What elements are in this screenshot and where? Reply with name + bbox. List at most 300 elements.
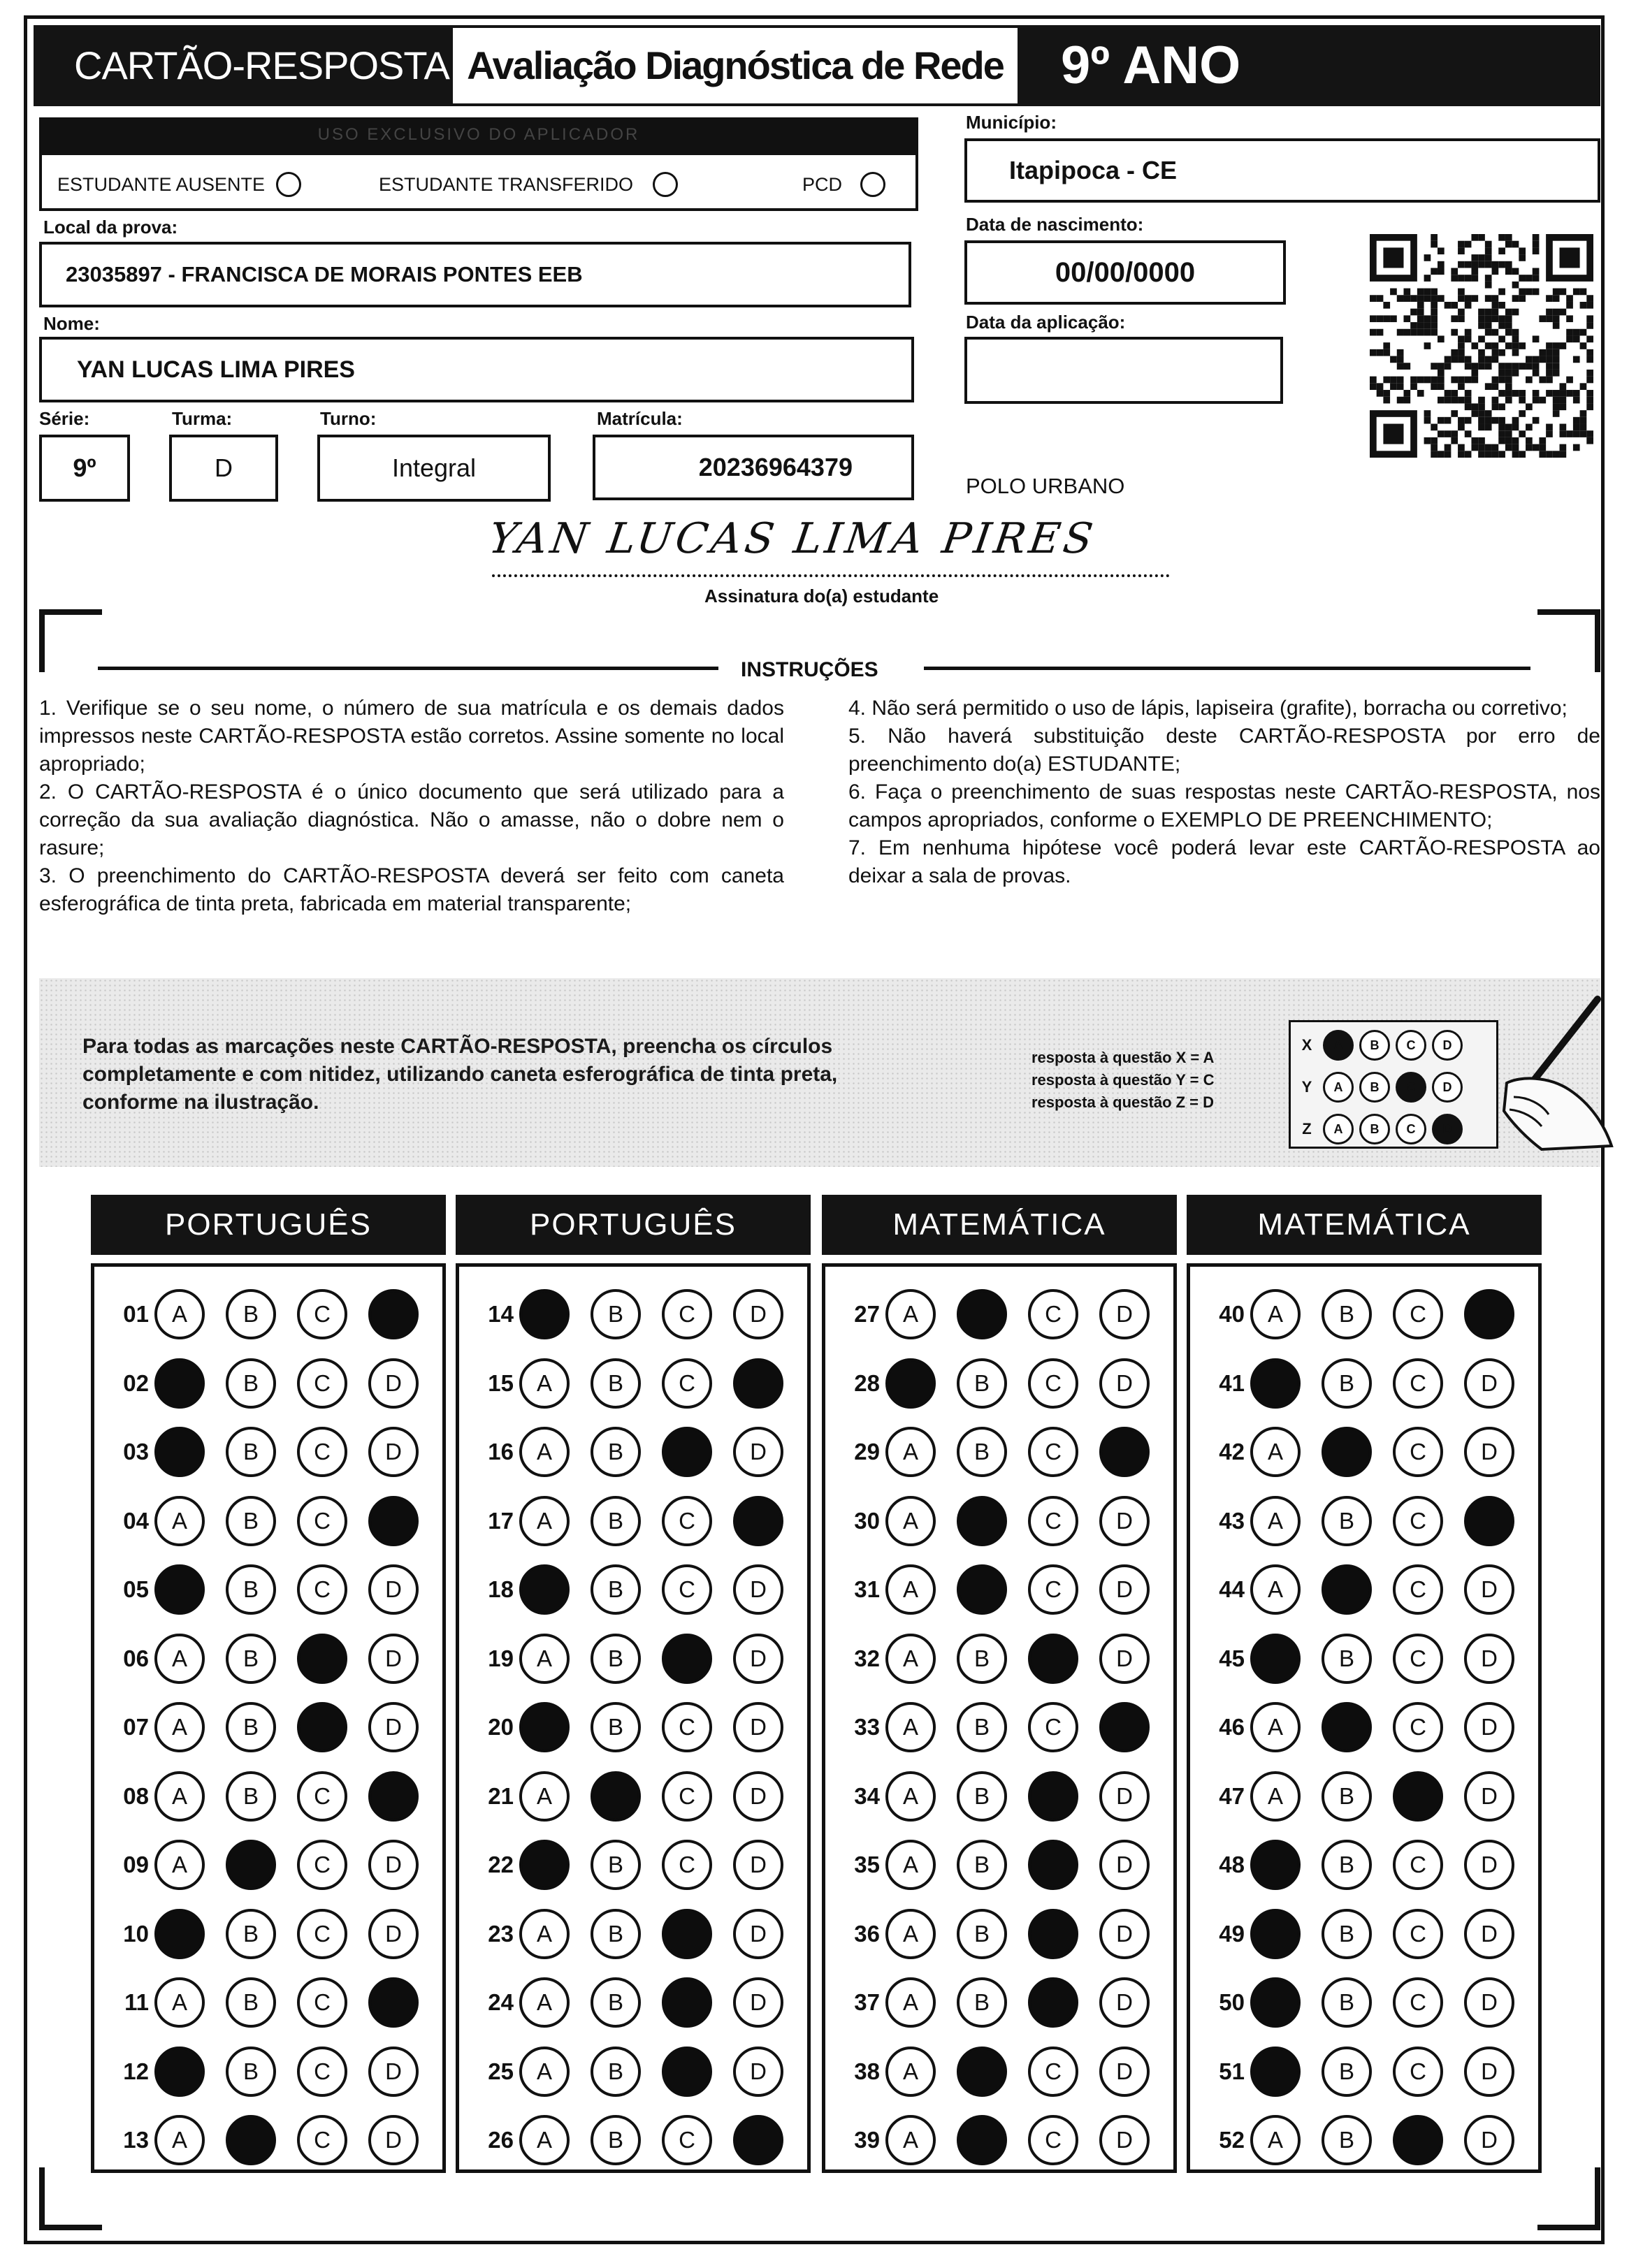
answer-bubble-d[interactable]: D — [1464, 1909, 1514, 1959]
question-number: 33 — [854, 1714, 880, 1740]
answer-bubble-b[interactable]: B — [591, 2047, 641, 2097]
question-number: 09 — [123, 1852, 149, 1877]
answer-bubble-d[interactable]: D — [368, 1840, 419, 1890]
answer-bubble-b[interactable] — [957, 1496, 1007, 1546]
corner-mark-top-left — [39, 609, 102, 672]
example-row-label: Z — [1302, 1120, 1312, 1137]
answer-bubble-c[interactable]: C — [662, 1564, 712, 1615]
question-row — [459, 1837, 804, 1893]
answer-bubble-a[interactable]: A — [154, 1634, 205, 1684]
answer-bubble-a[interactable] — [154, 1358, 205, 1409]
answer-bubble-c[interactable]: C — [1393, 1289, 1443, 1339]
answer-bubble-c[interactable]: C — [1393, 1496, 1443, 1546]
answer-bubble-d[interactable]: D — [733, 1564, 783, 1615]
question-row — [459, 1768, 804, 1824]
answer-bubble-b[interactable]: B — [957, 1702, 1007, 1752]
transferred-bubble[interactable] — [653, 172, 678, 197]
answer-bubble-d[interactable]: D — [1464, 2047, 1514, 2097]
example-bubble: B — [1359, 1072, 1390, 1103]
question-number: 29 — [854, 1439, 880, 1464]
answer-bubble-b[interactable]: B — [226, 1496, 276, 1546]
answer-bubble-a[interactable]: A — [885, 1702, 936, 1752]
answer-bubble-b[interactable]: B — [1322, 1840, 1372, 1890]
answer-bubble-a[interactable]: A — [1250, 1496, 1301, 1546]
answer-bubble-d[interactable] — [368, 1977, 419, 2028]
answer-bubble-d[interactable]: D — [1099, 2047, 1150, 2097]
answer-bubble-c[interactable] — [662, 1909, 712, 1959]
answer-bubble-a[interactable] — [519, 1289, 570, 1339]
answer-bubble-b[interactable]: B — [957, 1358, 1007, 1409]
answer-bubble-d[interactable] — [733, 1496, 783, 1546]
question-row — [94, 1699, 440, 1755]
answer-bubble-c[interactable]: C — [1028, 1358, 1078, 1409]
answer-bubble-b[interactable] — [226, 1840, 276, 1890]
answer-bubble-c[interactable]: C — [297, 1289, 347, 1339]
answer-bubble-c[interactable]: C — [1028, 1427, 1078, 1477]
answer-bubble-c[interactable] — [662, 2047, 712, 2097]
answer-bubble-b[interactable]: B — [591, 1289, 641, 1339]
answer-bubble-b[interactable]: B — [957, 1977, 1007, 2028]
answer-bubble-b[interactable]: B — [591, 1977, 641, 2028]
answer-bubble-b[interactable] — [957, 1289, 1007, 1339]
answer-bubble-a[interactable]: A — [885, 1289, 936, 1339]
answer-bubble-d[interactable] — [368, 1289, 419, 1339]
subject-header: PORTUGUÊS — [456, 1195, 811, 1255]
filling-example-panel — [39, 978, 1600, 1167]
nascimento-label: Data de nascimento: — [966, 214, 1144, 235]
answer-bubble-a[interactable] — [519, 1702, 570, 1752]
answer-bubble-a[interactable]: A — [1250, 1427, 1301, 1477]
answer-bubble-c[interactable]: C — [662, 1496, 712, 1546]
answer-bubble-b[interactable] — [1322, 1427, 1372, 1477]
answer-bubble-a[interactable]: A — [154, 1771, 205, 1822]
question-number: 15 — [488, 1369, 514, 1396]
answer-bubble-b[interactable]: B — [1322, 1771, 1372, 1822]
answer-bubble-b[interactable]: B — [226, 1909, 276, 1959]
answer-bubble-c[interactable]: C — [1393, 1977, 1443, 2028]
answer-bubble-c[interactable]: C — [1028, 2115, 1078, 2165]
answer-bubble-d[interactable]: D — [1099, 1977, 1150, 2028]
answer-bubble-d[interactable]: D — [1099, 1771, 1150, 1822]
question-row — [1190, 2044, 1535, 2100]
question-number: 35 — [854, 1852, 880, 1877]
answer-bubble-d[interactable]: D — [1099, 1840, 1150, 1890]
turno-field — [317, 435, 551, 502]
answer-bubble-c[interactable]: C — [1393, 1564, 1443, 1615]
example-row-label: X — [1301, 1036, 1312, 1054]
answer-bubble-b[interactable]: B — [226, 2047, 276, 2097]
answer-bubble-c[interactable]: C — [1393, 1909, 1443, 1959]
question-number: 05 — [123, 1576, 149, 1602]
answer-bubble-b[interactable]: B — [957, 1909, 1007, 1959]
answer-bubble-b[interactable] — [957, 1564, 1007, 1615]
answer-bubble-d[interactable]: D — [368, 1358, 419, 1409]
answer-bubble-a[interactable]: A — [154, 1977, 205, 2028]
question-number: 08 — [123, 1782, 149, 1809]
question-row — [94, 1355, 440, 1411]
answer-bubble-c[interactable]: C — [297, 1840, 347, 1890]
absent-label: ESTUDANTE AUSENTE — [57, 173, 266, 195]
answer-bubble-c[interactable]: C — [1393, 2047, 1443, 2097]
answer-bubble-b[interactable]: B — [591, 1496, 641, 1546]
question-number: 46 — [1219, 1714, 1245, 1740]
answer-bubble-d[interactable]: D — [368, 2115, 419, 2165]
question-number: 06 — [123, 1645, 149, 1671]
answer-bubble-b[interactable]: B — [1322, 1496, 1372, 1546]
transferred-label: ESTUDANTE TRANSFERIDO — [379, 173, 634, 195]
answer-bubble-d[interactable] — [1099, 1702, 1150, 1752]
answer-bubble-b[interactable]: B — [226, 1634, 276, 1684]
answer-bubble-d[interactable]: D — [733, 2047, 783, 2097]
answer-bubble-c[interactable]: C — [1028, 1289, 1078, 1339]
municipio-label: Município: — [966, 112, 1057, 133]
answer-bubble-b[interactable]: B — [591, 1564, 641, 1615]
answer-bubble-a[interactable]: A — [154, 2115, 205, 2165]
answer-bubble-c[interactable]: C — [1028, 2047, 1078, 2097]
answer-bubble-c[interactable] — [1028, 1909, 1078, 1959]
answer-bubble-a[interactable] — [154, 1909, 205, 1959]
answer-bubble-b[interactable] — [226, 2115, 276, 2165]
answer-bubble-a[interactable]: A — [519, 2047, 570, 2097]
pcd-option[interactable] — [802, 172, 885, 197]
answer-bubble-c[interactable]: C — [662, 1840, 712, 1890]
answer-bubble-c[interactable]: C — [662, 1358, 712, 1409]
answer-bubble-c[interactable]: C — [662, 1771, 712, 1822]
answer-bubble-a[interactable]: A — [885, 1496, 936, 1546]
question-number: 45 — [1219, 1645, 1245, 1671]
answer-bubble-a[interactable] — [519, 1564, 570, 1615]
answer-bubble-c[interactable] — [1028, 1771, 1078, 1822]
answer-bubble-d[interactable]: D — [1464, 1702, 1514, 1752]
question-number: 28 — [854, 1369, 880, 1396]
example-legend-item: resposta à questão Y = C — [1031, 1071, 1215, 1089]
answer-bubble-c[interactable] — [662, 1427, 712, 1477]
answer-bubble-b[interactable]: B — [226, 1358, 276, 1409]
answer-bubble-d[interactable]: D — [733, 1634, 783, 1684]
answer-bubble-a[interactable]: A — [519, 1771, 570, 1822]
question-row — [1190, 1699, 1535, 1755]
question-row — [94, 1768, 440, 1824]
answer-bubble-b[interactable] — [957, 2115, 1007, 2165]
matricula-field — [593, 435, 914, 500]
answer-bubble-b[interactable]: B — [591, 1427, 641, 1477]
answer-bubble-d[interactable]: D — [733, 1427, 783, 1477]
answer-bubble-c[interactable]: C — [1393, 1427, 1443, 1477]
answer-bubble-b[interactable]: B — [591, 1634, 641, 1684]
answer-bubble-a[interactable]: A — [885, 2047, 936, 2097]
question-number: 39 — [854, 2127, 880, 2153]
answer-bubble-d[interactable] — [368, 1496, 419, 1546]
answer-bubble-d[interactable] — [1464, 1289, 1514, 1339]
turma-label: Turma: — [172, 408, 233, 429]
instruction-item: 7. Em nenhuma hipótese você poderá levar este CARTÃO-RESPOSTA ao deixar a sala de provas. — [848, 836, 1600, 887]
answer-bubble-d[interactable]: D — [368, 1427, 419, 1477]
answer-bubble-c[interactable]: C — [297, 1564, 347, 1615]
example-bubble: D — [1432, 1114, 1463, 1144]
answer-bubble-b[interactable]: B — [591, 1840, 641, 1890]
answer-bubble-a[interactable]: A — [154, 1702, 205, 1752]
answer-bubble-b[interactable]: B — [591, 1702, 641, 1752]
answer-bubble-c[interactable] — [1028, 1840, 1078, 1890]
answer-bubble-c[interactable]: C — [662, 1702, 712, 1752]
answer-bubble-a[interactable]: A — [519, 1358, 570, 1409]
answer-bubble-c[interactable] — [1028, 1977, 1078, 2028]
question-number: 44 — [1219, 1576, 1245, 1602]
answer-bubble-b[interactable]: B — [591, 2115, 641, 2165]
answer-bubble-b[interactable]: B — [1322, 2115, 1372, 2165]
question-row — [459, 1906, 804, 1962]
answer-bubble-c[interactable]: C — [1393, 1840, 1443, 1890]
absent-option[interactable] — [57, 172, 301, 197]
answer-bubble-c[interactable]: C — [297, 1358, 347, 1409]
answer-bubble-c[interactable]: C — [1393, 1358, 1443, 1409]
answer-bubble-c[interactable] — [1393, 1771, 1443, 1822]
pcd-bubble[interactable] — [860, 172, 885, 197]
question-number: 23 — [488, 1920, 514, 1947]
answer-bubble-c[interactable] — [1028, 1634, 1078, 1684]
answer-bubble-d[interactable]: D — [733, 1289, 783, 1339]
municipio-field — [964, 138, 1600, 203]
answer-bubble-a[interactable]: A — [1250, 1289, 1301, 1339]
answer-bubble-a[interactable] — [1250, 1634, 1301, 1684]
instruction-item: 1. Verifique se o seu nome, o número de sua matrícula e os demais dados impressos neste CARTÃO-RESPOSTA estão corretos. Assine somente no local apropriado; — [39, 697, 784, 776]
answer-bubble-d[interactable] — [733, 1358, 783, 1409]
answer-bubble-d[interactable]: D — [1099, 1564, 1150, 1615]
answer-bubble-d[interactable] — [1464, 1496, 1514, 1546]
answer-bubble-c[interactable]: C — [1028, 1496, 1078, 1546]
answer-bubble-d[interactable]: D — [1464, 1634, 1514, 1684]
absent-bubble[interactable] — [276, 172, 301, 197]
answer-bubble-d[interactable]: D — [1464, 2115, 1514, 2165]
answer-bubble-c[interactable]: C — [1028, 1564, 1078, 1615]
answer-bubble-b[interactable]: B — [591, 1358, 641, 1409]
aplicacao-label: Data da aplicação: — [966, 312, 1126, 333]
answer-bubble-a[interactable]: A — [885, 1977, 936, 2028]
answer-bubble-a[interactable] — [885, 1358, 936, 1409]
answer-bubble-d[interactable]: D — [1099, 1634, 1150, 1684]
answer-bubble-d[interactable]: D — [1464, 1977, 1514, 2028]
question-number: 07 — [123, 1714, 149, 1740]
answer-bubble-a[interactable]: A — [519, 1909, 570, 1959]
answer-bubble-a[interactable]: A — [885, 1564, 936, 1615]
answer-bubble-a[interactable] — [519, 1840, 570, 1890]
answer-bubble-b[interactable]: B — [1322, 1634, 1372, 1684]
answer-bubble-b[interactable]: B — [1322, 1289, 1372, 1339]
question-number: 04 — [123, 1507, 149, 1534]
example-legend — [1031, 1047, 1214, 1114]
answer-bubble-c[interactable] — [662, 1977, 712, 2028]
question-row — [459, 1699, 804, 1755]
matricula-value: 20236964379 — [698, 453, 853, 481]
turno-value: Integral — [391, 453, 477, 482]
answer-bubble-d[interactable]: D — [1464, 1564, 1514, 1615]
answer-bubble-d[interactable]: D — [1464, 1358, 1514, 1409]
nascimento-field — [964, 240, 1286, 305]
answer-bubble-b[interactable]: B — [226, 1564, 276, 1615]
answer-bubble-a[interactable] — [1250, 2047, 1301, 2097]
answer-bubble-d[interactable]: D — [1099, 1358, 1150, 1409]
answer-bubble-d[interactable]: D — [368, 1564, 419, 1615]
question-number: 24 — [488, 1989, 514, 2015]
answer-bubble-d[interactable]: D — [733, 1771, 783, 1822]
answer-bubble-b[interactable] — [1322, 1702, 1372, 1752]
question-row — [1190, 1837, 1535, 1893]
question-row — [1190, 1286, 1535, 1342]
answer-bubble-d[interactable] — [733, 2115, 783, 2165]
signature-line — [492, 574, 1170, 577]
answer-bubble-a[interactable]: A — [1250, 2115, 1301, 2165]
answer-bubble-a[interactable]: A — [1250, 1564, 1301, 1615]
answer-column — [1187, 1263, 1542, 2173]
question-number: 41 — [1219, 1369, 1245, 1396]
answer-bubble-b[interactable]: B — [226, 1702, 276, 1752]
answer-bubble-b[interactable] — [591, 1771, 641, 1822]
question-number: 30 — [854, 1507, 880, 1534]
answer-bubble-d[interactable]: D — [368, 1634, 419, 1684]
answer-bubble-b[interactable]: B — [591, 1909, 641, 1959]
answer-bubble-c[interactable]: C — [1393, 1634, 1443, 1684]
answer-bubble-d[interactable] — [1099, 1427, 1150, 1477]
answer-bubble-c[interactable]: C — [1393, 1702, 1443, 1752]
answer-bubble-c[interactable]: C — [1028, 1702, 1078, 1752]
question-number: 31 — [854, 1576, 880, 1602]
pcd-label: PCD — [802, 173, 843, 195]
answer-bubble-d[interactable]: D — [368, 1702, 419, 1752]
hand-with-pen-icon — [1437, 992, 1619, 1153]
answer-bubble-a[interactable] — [1250, 1909, 1301, 1959]
instructions-right-column — [848, 695, 1600, 890]
answer-bubble-d[interactable]: D — [1099, 1496, 1150, 1546]
answer-bubble-b[interactable]: B — [1322, 1358, 1372, 1409]
answer-bubble-d[interactable] — [368, 1771, 419, 1822]
answer-bubble-c[interactable]: C — [297, 1977, 347, 2028]
answer-bubble-d[interactable]: D — [1099, 1909, 1150, 1959]
answer-bubble-a[interactable]: A — [519, 1977, 570, 2028]
question-row — [1190, 1424, 1535, 1480]
polo-label: POLO URBANO — [966, 474, 1125, 498]
question-number: 13 — [123, 2127, 149, 2153]
answer-bubble-c[interactable] — [297, 1702, 347, 1752]
answer-bubble-b[interactable]: B — [226, 1771, 276, 1822]
answer-bubble-b[interactable]: B — [957, 1427, 1007, 1477]
answer-bubble-d[interactable]: D — [1099, 1289, 1150, 1339]
question-number: 47 — [1219, 1782, 1245, 1809]
answer-bubble-d[interactable]: D — [733, 1840, 783, 1890]
answer-bubble-b[interactable]: B — [226, 1289, 276, 1339]
example-bubble: C — [1396, 1072, 1426, 1103]
answer-bubble-a[interactable] — [1250, 1840, 1301, 1890]
answer-bubble-a[interactable] — [154, 1427, 205, 1477]
answer-bubble-d[interactable]: D — [1099, 2115, 1150, 2165]
answer-bubble-c[interactable] — [662, 1634, 712, 1684]
answer-bubble-d[interactable]: D — [1464, 1840, 1514, 1890]
answer-bubble-c[interactable]: C — [297, 1427, 347, 1477]
answer-bubble-b[interactable]: B — [957, 1634, 1007, 1684]
answer-bubble-d[interactable]: D — [1464, 1771, 1514, 1822]
example-bubble: C — [1396, 1114, 1426, 1144]
answer-bubble-b[interactable]: B — [1322, 1909, 1372, 1959]
answer-bubble-a[interactable]: A — [519, 1634, 570, 1684]
answer-bubble-b[interactable]: B — [226, 1427, 276, 1477]
answer-bubble-a[interactable]: A — [154, 1289, 205, 1339]
answer-bubble-c[interactable] — [297, 1634, 347, 1684]
question-number: 52 — [1219, 2127, 1245, 2153]
answer-bubble-c[interactable]: C — [662, 1289, 712, 1339]
answer-bubble-a[interactable]: A — [519, 1496, 570, 1546]
instruction-item: 3. O preenchimento do CARTÃO-RESPOSTA deverá ser feito com caneta esferográfica de tinta preta, fabricada em material transparente; — [39, 864, 784, 915]
answer-bubble-c[interactable]: C — [297, 1771, 347, 1822]
answer-bubble-a[interactable]: A — [154, 1496, 205, 1546]
question-number: 25 — [488, 2058, 514, 2084]
answer-bubble-b[interactable] — [1322, 1564, 1372, 1615]
answer-bubble-c[interactable]: C — [297, 2047, 347, 2097]
question-row — [825, 2112, 1171, 2168]
example-bubble: A — [1323, 1114, 1354, 1144]
answer-bubble-a[interactable] — [154, 2047, 205, 2097]
corner-mark-bottom-left — [39, 2167, 102, 2230]
answer-column — [822, 1263, 1177, 2173]
answer-bubble-b[interactable]: B — [957, 1840, 1007, 1890]
answer-bubble-b[interactable]: B — [1322, 1977, 1372, 2028]
question-row — [459, 2044, 804, 2100]
question-number: 38 — [854, 2058, 880, 2084]
question-row — [459, 1355, 804, 1411]
answer-bubble-a[interactable]: A — [1250, 1771, 1301, 1822]
answer-bubble-a[interactable] — [154, 1564, 205, 1615]
question-number: 27 — [854, 1301, 880, 1327]
question-row — [825, 1562, 1171, 1618]
answer-bubble-c[interactable]: C — [297, 1496, 347, 1546]
answer-bubble-c[interactable]: C — [662, 2115, 712, 2165]
answer-bubble-a[interactable]: A — [885, 1427, 936, 1477]
answer-bubble-c[interactable] — [1393, 2115, 1443, 2165]
answer-bubble-a[interactable]: A — [519, 2115, 570, 2165]
answer-bubble-b[interactable]: B — [1322, 2047, 1372, 2097]
answer-bubble-a[interactable]: A — [1250, 1702, 1301, 1752]
answer-bubble-a[interactable]: A — [885, 1771, 936, 1822]
answer-bubble-a[interactable] — [1250, 1977, 1301, 2028]
question-number: 22 — [488, 1852, 514, 1877]
answer-bubble-c[interactable]: C — [297, 1909, 347, 1959]
answer-bubble-a[interactable]: A — [519, 1427, 570, 1477]
answer-bubble-a[interactable]: A — [885, 1909, 936, 1959]
answer-bubble-d[interactable]: D — [733, 1702, 783, 1752]
answer-bubble-b[interactable] — [957, 2047, 1007, 2097]
answer-bubble-d[interactable]: D — [368, 1909, 419, 1959]
subject-header: PORTUGUÊS — [91, 1195, 446, 1255]
answer-bubble-c[interactable]: C — [297, 2115, 347, 2165]
answer-bubble-a[interactable]: A — [885, 2115, 936, 2165]
serie-field — [39, 435, 130, 502]
answer-bubble-a[interactable]: A — [154, 1840, 205, 1890]
answer-bubble-d[interactable]: D — [733, 1909, 783, 1959]
answer-bubble-b[interactable]: B — [226, 1977, 276, 2028]
answer-bubble-d[interactable]: D — [1464, 1427, 1514, 1477]
question-row — [459, 1562, 804, 1618]
instructions-rule-right — [924, 667, 1530, 670]
answer-bubble-a[interactable]: A — [885, 1840, 936, 1890]
question-row — [459, 1975, 804, 2030]
example-bubble: B — [1359, 1030, 1390, 1061]
transferred-option[interactable] — [379, 172, 678, 197]
instruction-item: 5. Não haverá substituição deste CARTÃO-RESPOSTA por erro de preenchimento do(a) ESTUDANTE; — [848, 725, 1600, 776]
answer-bubble-b[interactable]: B — [957, 1771, 1007, 1822]
answer-bubble-a[interactable] — [1250, 1358, 1301, 1409]
example-legend-item: resposta à questão Z = D — [1031, 1093, 1215, 1111]
answer-bubble-d[interactable]: D — [368, 2047, 419, 2097]
answer-bubble-a[interactable]: A — [885, 1634, 936, 1684]
answer-bubble-d[interactable]: D — [733, 1977, 783, 2028]
